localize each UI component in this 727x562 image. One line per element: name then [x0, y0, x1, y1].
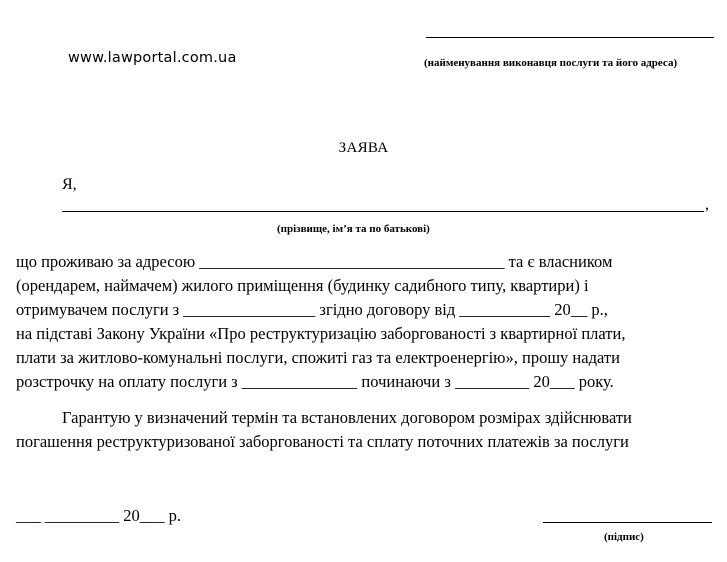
statement-paragraph	[16, 250, 712, 394]
signature-caption: (підпис)	[604, 531, 644, 543]
guarantee-line: погашення реструктуризованої заборгованості та сплату поточних платежів за послуги	[16, 432, 629, 451]
applicant-prefix: Я,	[62, 176, 77, 193]
statement-line: плати за житлово-комунальні послуги, спожиті газ та електроенергію», прошу надати	[16, 348, 620, 367]
statement-line: на підставі Закону України «Про реструктуризацію заборгованості з квартирної плати,	[16, 324, 626, 343]
guarantee-line: Гарантую у визначений термін та встановлених договором розмірах здійснювати	[62, 408, 632, 427]
document-title: ЗАЯВА	[338, 140, 389, 156]
signature-line	[543, 522, 712, 523]
statement-line: розстрочку на оплату послуги з ______________ починаючи з _________ 20___ року.	[16, 372, 614, 391]
statement-line: що проживаю за адресою _____________________________________ та є власником	[16, 252, 613, 271]
executor-caption: (найменування виконавця послуги та його адреса)	[424, 57, 678, 69]
date-field: ___ _________ 20___ р.	[16, 506, 181, 525]
applicant-line-comma: ,	[705, 196, 709, 213]
applicant-caption: (прізвище, ім’я та по батькові)	[277, 223, 430, 235]
guarantee-paragraph	[16, 406, 712, 454]
executor-name-line	[426, 37, 714, 38]
statement-line: отримувачем послуги з ________________ згідно договору від ___________ 20__ р.,	[16, 300, 608, 319]
applicant-name-line	[62, 211, 704, 212]
statement-line: (орендарем, наймачем) жилого приміщення (будинку садибного типу, квартири) і	[16, 276, 589, 295]
website-watermark: www.lawportal.com.ua	[68, 50, 237, 66]
